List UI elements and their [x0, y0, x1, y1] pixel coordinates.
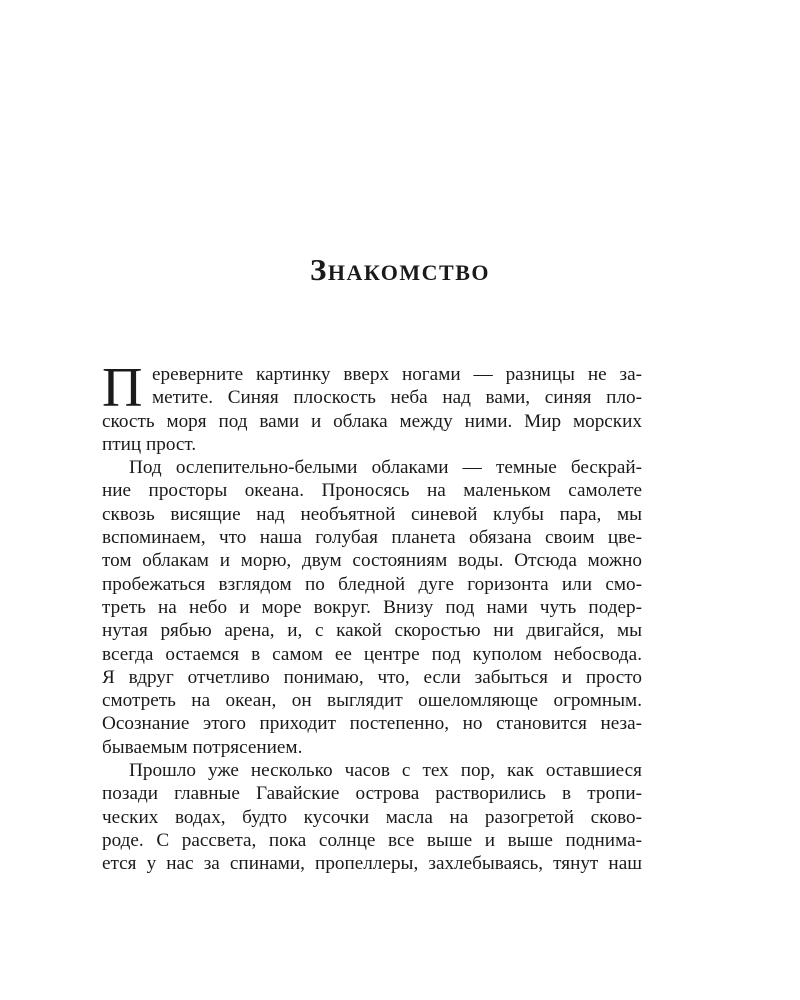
paragraph-3 — [102, 759, 642, 875]
text-line: Осознание этого приходит постепенно, но становится неза- — [102, 713, 642, 735]
text-line: позади главные Гавайские острова растворились в тропи- — [102, 783, 642, 805]
text-line: сквозь висящие над необъятной синевой клубы пара, мы — [102, 503, 642, 525]
text-line: ческих водах, будто кусочки масла на разогретой сково- — [102, 806, 642, 828]
text-line: птиц прост. — [102, 433, 197, 455]
chapter-title: Знакомство — [310, 252, 490, 287]
text-line: Я вдруг отчетливо понимаю, что, если забыться и просто — [102, 666, 642, 688]
text-line: бываемым потрясением. — [102, 736, 303, 758]
text-line: Прошло уже несколько часов с тех пор, как оставшиеся — [129, 760, 642, 782]
drop-cap: П — [102, 357, 143, 419]
chapter-body — [102, 357, 642, 876]
text-line: скость моря под вами и облака между ними. Мир морских — [102, 410, 642, 432]
text-line: роде. С рассвета, пока солнце все выше и выше поднима- — [102, 829, 642, 851]
text-line: метите. Синяя плоскость неба над вами, синяя пло- — [152, 387, 642, 409]
text-line: всегда остаемся в самом ее центре под куполом небосвода. — [102, 643, 642, 665]
text-line: ние просторы океана. Проносясь на маленьком самолете — [102, 480, 642, 502]
text-line: пробежаться взглядом по бледной дуге горизонта или смо- — [102, 573, 642, 595]
text-line: нутая рябью арена, и, с какой скоростью ни двигайся, мы — [102, 620, 642, 642]
text-line: ереверните картинку вверх ногами — разницы не за- — [152, 364, 642, 385]
text-line: ется у нас за спинами, пропеллеры, захлебываясь, тянут наш — [102, 853, 642, 875]
text-line: Под ослепительно-белыми облаками — темные бескрай- — [129, 457, 642, 479]
paragraph-2 — [102, 456, 642, 759]
text-line: треть на небо и море вокруг. Внизу под нами чуть подер- — [102, 596, 642, 618]
paragraph-1 — [102, 357, 642, 456]
text-line: вспоминаем, что наша голубая планета обязана своим цве- — [102, 527, 642, 549]
text-line: том облакам и морю, двум состояниям воды. Отсюда можно — [102, 550, 642, 572]
text-line: смотреть на океан, он выглядит ошеломляюще огромным. — [102, 690, 642, 712]
